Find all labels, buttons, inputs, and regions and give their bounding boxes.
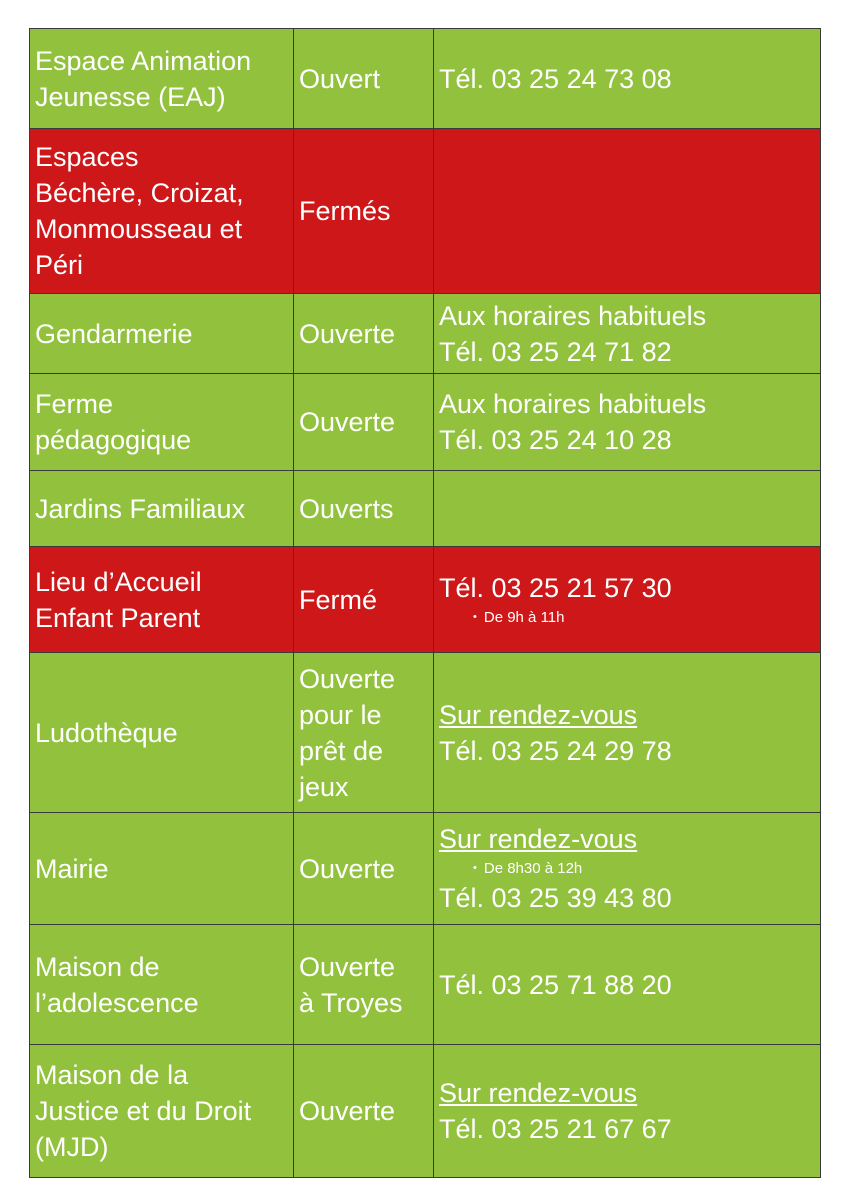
info-line: Tél. 03 25 71 88 20 [439,969,672,1000]
table-row [30,813,821,925]
service-name-line: Espaces [35,142,139,172]
status-cell [294,29,434,129]
table-row [30,471,821,547]
status-cell [294,813,434,925]
info-line: Tél. 03 25 24 73 08 [439,63,672,94]
appointment-link[interactable]: Sur rendez-vous [439,699,638,730]
status-cell [294,547,434,653]
status-line: Fermés [299,196,391,226]
status-line: Ouverte [299,663,396,694]
service-name-cell [30,374,294,471]
service-name-line: pédagogique [35,425,192,455]
table-body [30,29,821,1178]
service-name-line: Maison de [35,951,160,982]
service-name-cell [30,1045,294,1178]
info-line: Tél. 03 25 39 43 80 [439,883,672,913]
status-cell [294,129,434,294]
table-row [30,374,821,471]
info-cell [434,374,821,471]
status-cell [294,925,434,1045]
status-cell [294,294,434,374]
hours-bullet-item [439,606,816,629]
service-name-cell [30,813,294,925]
hours-bullet-item [439,857,816,880]
service-name-cell [30,925,294,1045]
services-table [29,28,821,1178]
service-name-line: Justice et du Droit [35,1096,252,1126]
table-row [30,925,821,1045]
service-name-line: Béchère, Croizat, [35,178,244,208]
service-name-cell [30,129,294,294]
info-cell [434,1045,821,1178]
service-name-cell [30,653,294,813]
info-cell [434,925,821,1045]
service-name-line: Maison de la [35,1060,189,1090]
status-cell [294,1045,434,1178]
bullet-icon: • [473,611,477,623]
service-name-cell [30,29,294,129]
info-cell [434,129,821,294]
service-name-line: Ferme [35,389,114,419]
table-row [30,129,821,294]
table-row [30,653,821,813]
status-line: Ouverte [299,1096,396,1126]
info-line: Tél. 03 25 24 29 78 [439,735,672,766]
status-line: Ouverts [299,493,394,524]
service-name-line: Péri [35,250,84,280]
table-row [30,294,821,374]
table-row [30,1045,821,1178]
info-cell [434,653,821,813]
service-name-cell [30,471,294,547]
table-row [30,29,821,129]
status-cell [294,653,434,813]
status-line: pour le [299,699,382,730]
info-cell [434,547,821,653]
info-cell [434,813,821,925]
status-line: Ouverte [299,951,396,982]
service-name-line: Ludothèque [35,717,178,748]
service-name-line: Espace Animation [35,45,252,76]
info-line: Tél. 03 25 21 67 67 [439,1114,672,1144]
appointment-link[interactable]: Sur rendez-vous [439,1078,638,1108]
hours-text: De 9h à 11h [483,609,565,626]
service-name-line: Jeunesse (EAJ) [35,81,226,112]
service-name-line: Enfant Parent [35,602,201,633]
status-line: jeux [299,771,349,802]
status-line: Fermé [299,584,378,615]
status-line: Ouverte [299,853,396,884]
service-name-cell [30,547,294,653]
service-name-line: Lieu d’Accueil [35,566,202,597]
status-cell [294,374,434,471]
service-name-line: (MJD) [35,1132,109,1162]
service-name-line: Jardins Familiaux [35,493,246,524]
status-line: Ouverte [299,407,396,437]
info-line: Tél. 03 25 24 10 28 [439,425,672,455]
status-line: à Troyes [299,987,403,1018]
status-line: Ouvert [299,63,381,94]
info-cell [434,471,821,547]
service-name-cell [30,294,294,374]
status-line: prêt de [299,735,384,766]
bullet-icon: • [473,862,477,874]
service-name-line: l’adolescence [35,987,199,1018]
status-cell [294,471,434,547]
info-line: Aux horaires habituels [439,389,707,419]
info-line: Tél. 03 25 24 71 82 [439,336,672,367]
info-cell [434,29,821,129]
table-row [30,547,821,653]
service-name-line: Monmousseau et [35,214,243,244]
info-line: Tél. 03 25 21 57 30 [439,573,672,603]
hours-text: De 8h30 à 12h [483,860,583,877]
service-name-line: Gendarmerie [35,318,193,349]
appointment-link[interactable]: Sur rendez-vous [439,824,638,854]
info-line: Aux horaires habituels [439,300,707,331]
status-line: Ouverte [299,318,396,349]
service-name-line: Mairie [35,853,109,884]
info-cell [434,294,821,374]
